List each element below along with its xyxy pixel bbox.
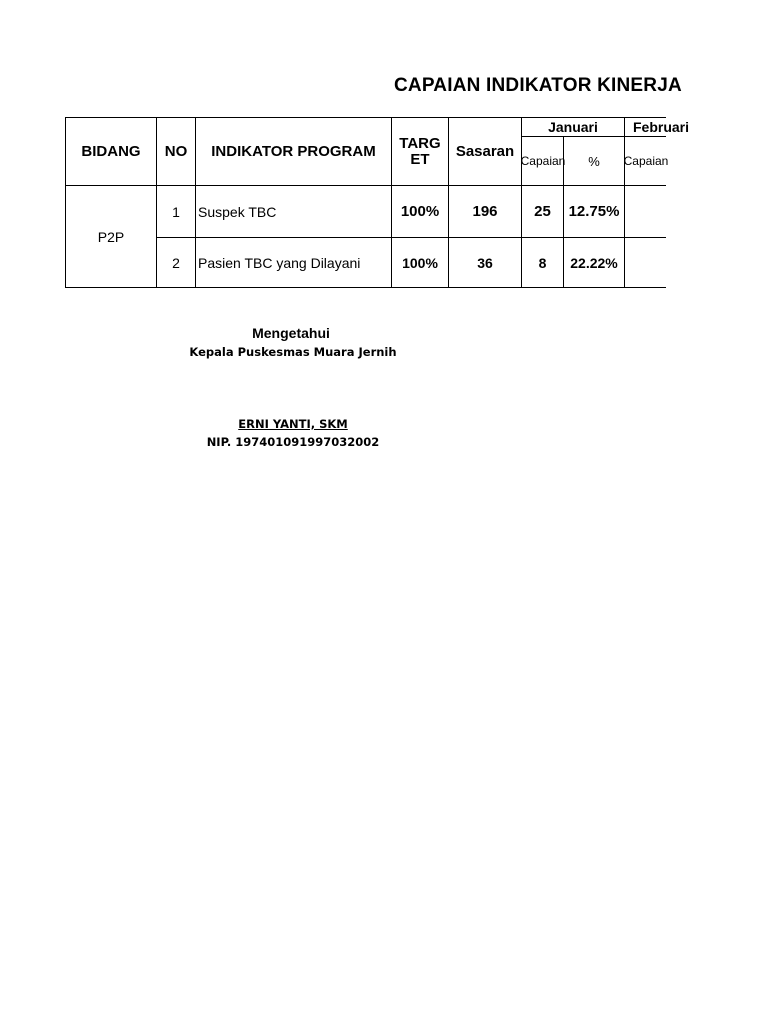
- header-bidang: BIDANG: [81, 143, 141, 160]
- header-no: NO: [164, 143, 188, 160]
- row1-sasaran: 196: [472, 203, 498, 220]
- page-title: CAPAIAN INDIKATOR KINERJA: [394, 75, 682, 96]
- header-januari-percent: %: [588, 153, 600, 169]
- row1-indikator: Suspek TBC: [198, 203, 277, 220]
- signature-name: ERNI YANTI, SKM: [238, 417, 348, 431]
- row2-januari-percent: 22.22%: [570, 254, 618, 271]
- row1-no: 1: [172, 203, 180, 220]
- header-month-februari: Februari: [633, 119, 690, 135]
- header-sasaran: Sasaran: [455, 143, 515, 160]
- row2-indikator: Pasien TBC yang Dilayani: [198, 254, 361, 271]
- header-indikator-program: INDIKATOR PROGRAM: [211, 143, 376, 160]
- cell-bidang: P2P: [97, 228, 125, 245]
- row1-januari-capaian: 25: [534, 203, 551, 220]
- signature-nip: NIP. 197401091997032002: [206, 435, 380, 449]
- header-target-line2: ET: [410, 150, 430, 168]
- header-januari-capaian: Capaian: [520, 154, 566, 168]
- header-month-januari: Januari: [548, 119, 598, 135]
- row2-target: 100%: [402, 254, 438, 271]
- header-februari-capaian: Capaian: [623, 154, 669, 168]
- signature-position: Kepala Puskesmas Muara Jernih: [189, 345, 397, 359]
- row2-sasaran: 36: [477, 254, 493, 271]
- row1-target: 100%: [400, 203, 440, 220]
- row2-januari-capaian: 8: [538, 254, 547, 271]
- row1-januari-percent: 12.75%: [568, 203, 620, 220]
- header-target: [392, 118, 448, 185]
- row2-no: 2: [172, 254, 180, 271]
- header-target-line1: TARG: [399, 134, 441, 152]
- signature-heading: Mengetahui: [252, 325, 330, 341]
